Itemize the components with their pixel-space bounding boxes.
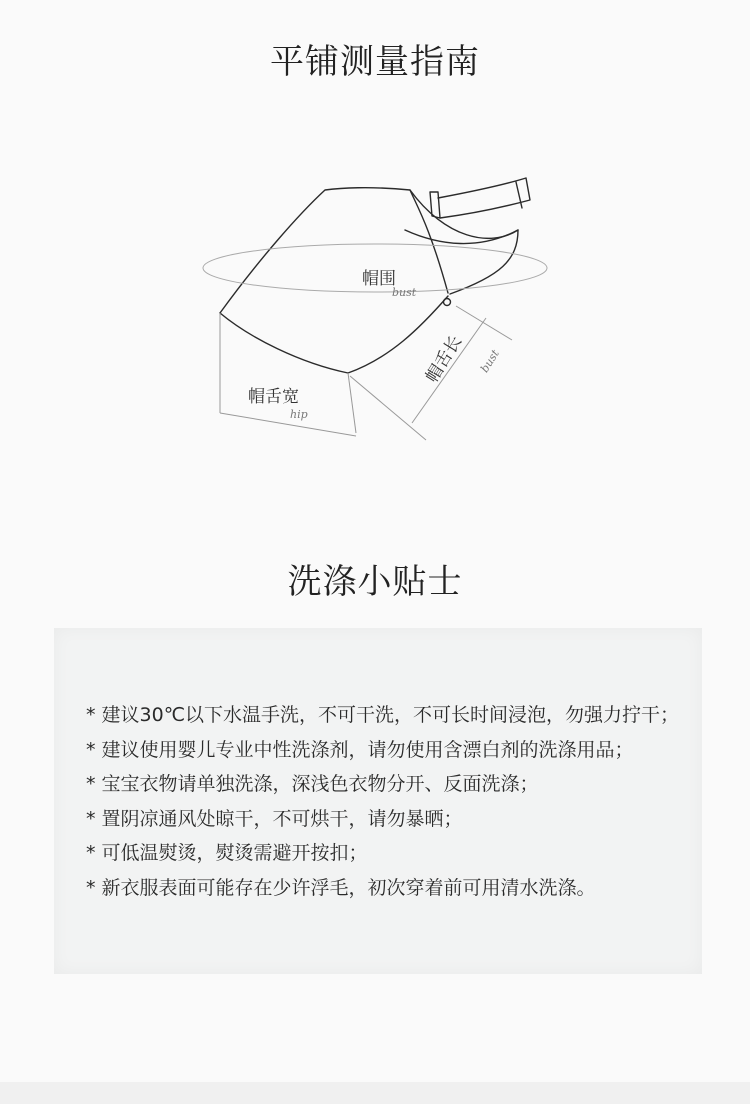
care-tips-title: 洗涤小贴士: [287, 562, 463, 602]
visor-strap-loop: [430, 192, 440, 218]
visor-brim: [220, 296, 448, 373]
visor-strap-buckle: [516, 182, 522, 208]
brim-width-measure-line: [220, 413, 356, 436]
circumference-script-label: bust: [392, 286, 417, 299]
care-tip-item: * 宝宝衣物请单独洗涤，深浅色衣物分开、反面洗涤；: [86, 773, 539, 795]
care-tip-item: * 可低温熨烫，熨烫需避开按扣；: [86, 842, 368, 864]
brim-length-label: 帽舌长: [422, 332, 467, 387]
bottom-strip: [0, 1082, 750, 1104]
care-tip-item: * 建议30℃以下水温手洗，不可干洗，不可长时间浸泡，勿强力拧干；: [86, 704, 680, 726]
visor-band-edge: [405, 230, 518, 244]
brim-width-script-label: hip: [290, 408, 308, 421]
visor-measurement-diagram: [200, 168, 560, 458]
brim-length-guide-top: [456, 306, 512, 340]
measure-guide-title: 平铺测量指南: [270, 42, 480, 82]
visor-line-drawing: [200, 168, 560, 458]
care-tip-item: * 新衣服表面可能存在少许浮毛，初次穿着前可用清水洗涤。: [86, 876, 596, 899]
visor-snap: [444, 299, 451, 306]
visor-inner-band: [410, 190, 518, 294]
care-tips-list: [86, 698, 686, 905]
care-tip-item: * 置阴凉通风处晾干，不可烘干，请勿暴晒；: [86, 807, 463, 830]
brim-length-script-label: bust: [478, 347, 502, 375]
brim-width-label: 帽舌宽: [248, 387, 299, 407]
brim-width-guide-right: [348, 373, 356, 433]
care-tips-panel: [54, 628, 702, 974]
care-tip-item: * 建议使用婴儿专业中性洗涤剂，请勿使用含漂白剂的洗涤用品；: [86, 738, 634, 761]
brim-length-guide-bottom: [350, 376, 426, 440]
circumference-label: 帽围: [362, 269, 396, 289]
